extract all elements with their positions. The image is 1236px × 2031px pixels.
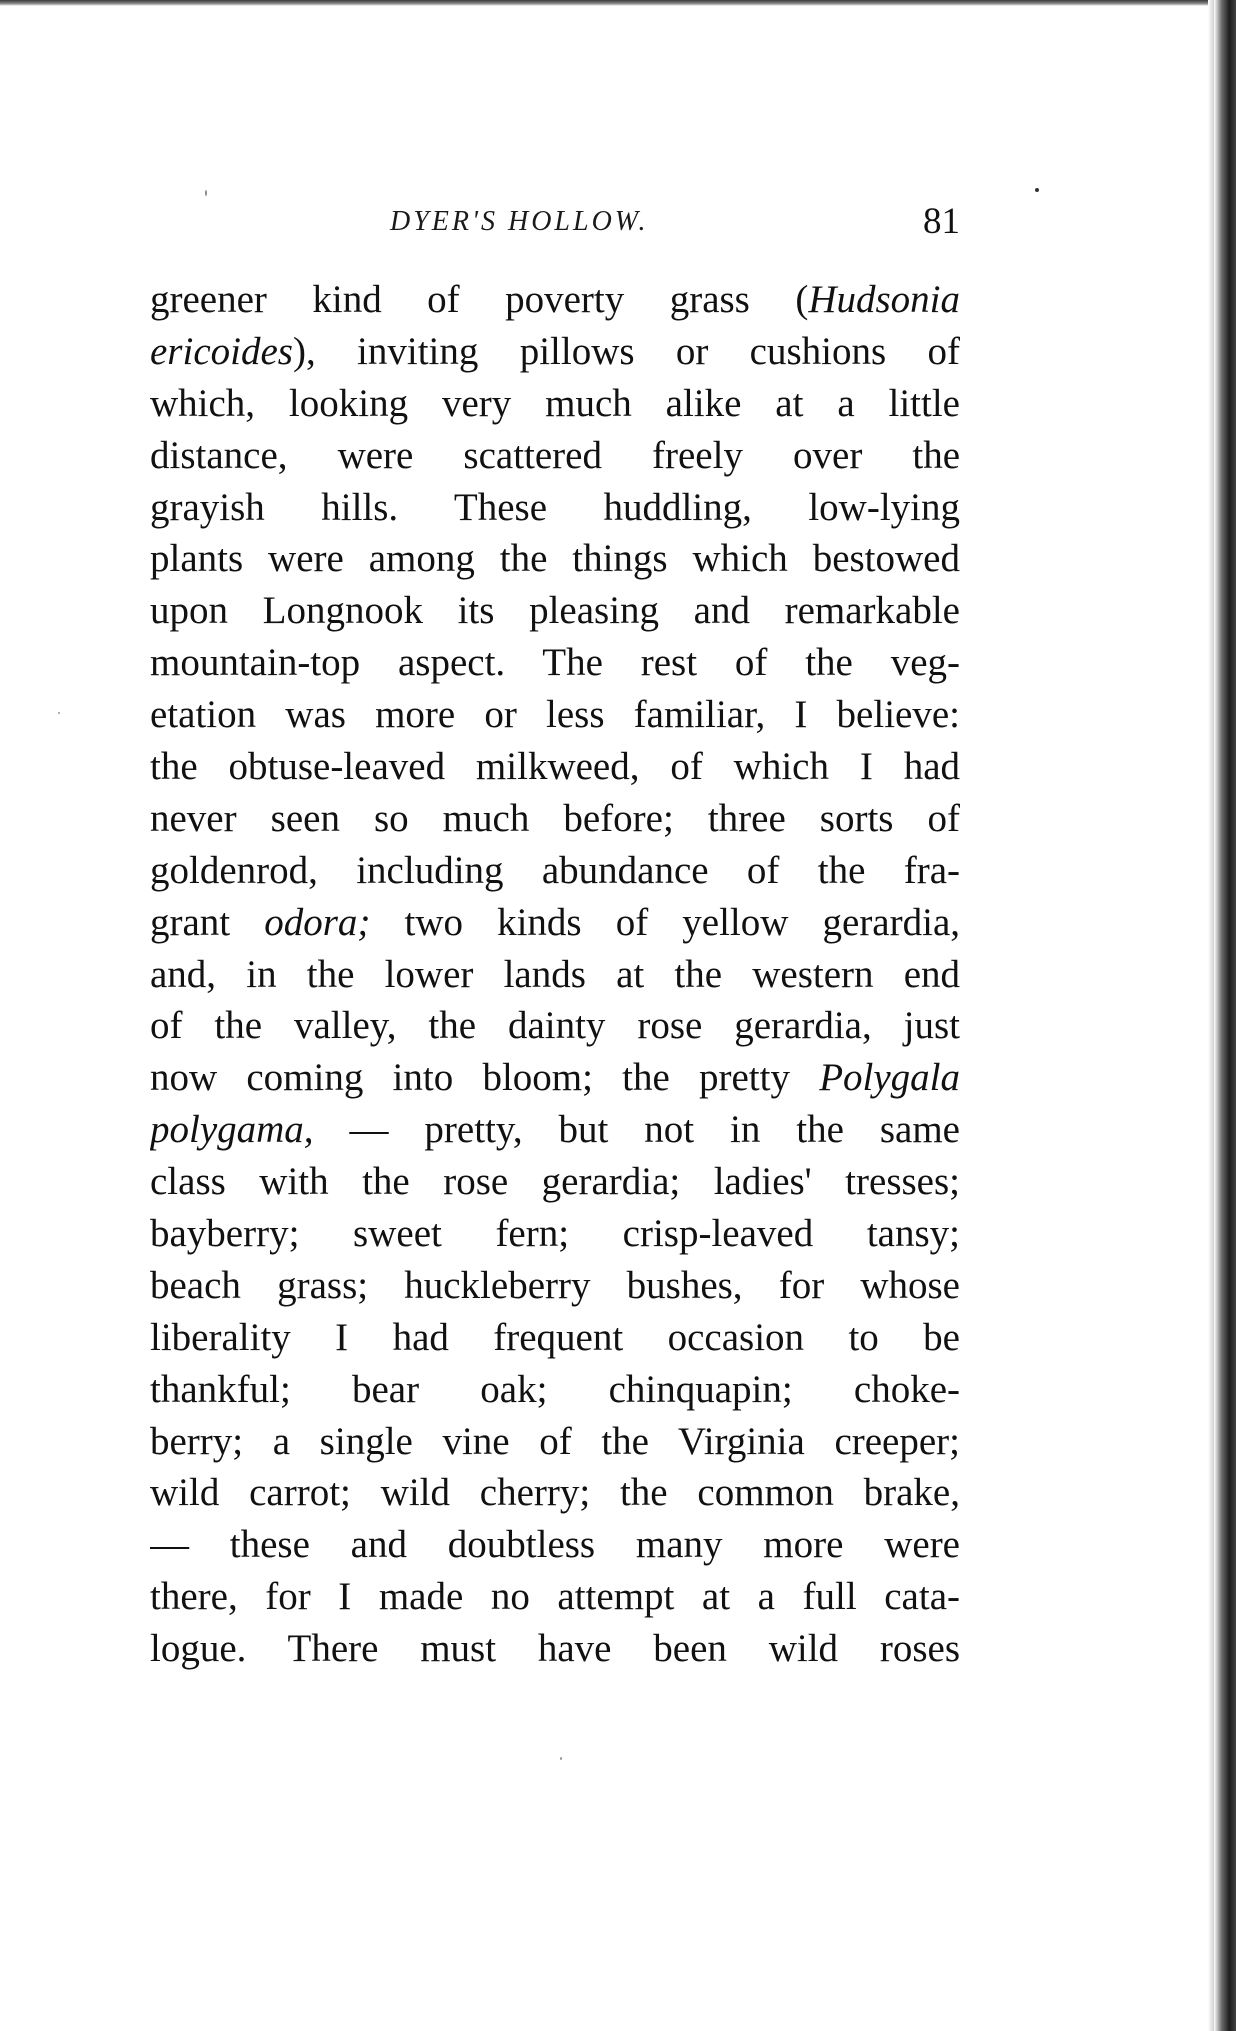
text-line xyxy=(150,1104,960,1156)
text-run: berry; a single vine of the Virginia creeper; xyxy=(150,1419,960,1463)
text-run: distance, were scattered freely over the xyxy=(150,433,960,477)
text-run: and, in the lower lands at the western end xyxy=(150,952,960,996)
text-line xyxy=(150,1364,960,1416)
text-run: two kinds of yellow gerardia, xyxy=(370,900,960,944)
text-line xyxy=(150,1260,960,1312)
text-line xyxy=(150,1416,960,1468)
text-run: greener kind of poverty grass ( xyxy=(150,278,809,321)
text-run: goldenrod, including abundance of the fra- xyxy=(150,848,960,892)
text-line xyxy=(150,1571,960,1623)
text-run: thankful; bear oak; chinquapin; choke- xyxy=(150,1367,960,1411)
text-line xyxy=(150,430,960,482)
text-run: wild carrot; wild cherry; the common brake, xyxy=(150,1471,960,1515)
page-binding-edge xyxy=(1214,0,1236,2031)
text-line xyxy=(150,274,960,326)
text-run: never seen so much before; three sorts of xyxy=(150,796,960,840)
text-line xyxy=(150,845,960,897)
text-line xyxy=(150,1312,960,1364)
text-line xyxy=(150,949,960,1001)
text-run: there, for I made no attempt at a full cata- xyxy=(150,1575,960,1619)
scan-speck xyxy=(205,190,207,196)
text-line xyxy=(150,326,960,378)
text-line xyxy=(150,1052,960,1104)
text-run: beach grass; huckleberry bushes, for whose xyxy=(150,1263,960,1307)
text-run: mountain-top aspect. The rest of the veg- xyxy=(150,641,960,685)
text-run: now coming into bloom; the pretty xyxy=(150,1056,820,1100)
text-run: logue. There must have been wild roses xyxy=(150,1627,960,1671)
text-run: etation was more or less familiar, I believe: xyxy=(150,693,960,737)
scan-speck xyxy=(1035,188,1039,192)
text-line xyxy=(150,585,960,637)
text-line xyxy=(150,741,960,793)
body-text xyxy=(150,274,960,1675)
scan-speck xyxy=(58,712,60,714)
text-line xyxy=(150,793,960,845)
text-run: liberality I had frequent occasion to be xyxy=(150,1315,960,1359)
text-run: — these and doubtless many more were xyxy=(150,1523,960,1567)
text-run: grant xyxy=(150,900,265,944)
text-line xyxy=(150,689,960,741)
italic-run: polygama, xyxy=(150,1108,314,1152)
italic-run: ericoides xyxy=(150,329,293,373)
text-line xyxy=(150,1623,960,1675)
text-line xyxy=(150,482,960,534)
text-run: — pretty, but not in the same xyxy=(313,1108,960,1152)
italic-run: Hudsonia xyxy=(808,278,960,321)
text-line xyxy=(150,1156,960,1208)
page-top-edge xyxy=(0,0,1236,6)
text-run: grayish hills. These huddling, low-lying xyxy=(150,485,960,529)
text-line xyxy=(150,1467,960,1519)
text-line xyxy=(150,533,960,585)
scan-speck xyxy=(560,1757,562,1760)
text-run: upon Longnook its pleasing and remarkable xyxy=(150,589,960,633)
text-run: plants were among the things which bestowed xyxy=(150,537,960,581)
italic-run: odora; xyxy=(264,900,371,944)
text-run: the obtuse-leaved milkweed, of which I had xyxy=(150,745,960,789)
text-line xyxy=(150,378,960,430)
text-run: which, looking very much alike at a little xyxy=(150,381,960,425)
text-line xyxy=(150,1208,960,1260)
text-line xyxy=(150,637,960,689)
running-head: DYER'S HOLLOW. xyxy=(390,206,649,237)
text-line xyxy=(150,1519,960,1571)
text-run: class with the rose gerardia; ladies' tresses; xyxy=(150,1160,960,1204)
text-run: bayberry; sweet fern; crisp-leaved tansy; xyxy=(150,1212,960,1256)
italic-run: Polygala xyxy=(819,1056,960,1100)
text-run: of the valley, the dainty rose gerardia, just xyxy=(150,1004,960,1048)
page-header xyxy=(150,200,960,246)
text-run: ), inviting pillows or cushions of xyxy=(292,329,960,373)
text-line xyxy=(150,897,960,949)
text-line xyxy=(150,1000,960,1052)
page-number: 81 xyxy=(923,201,960,242)
